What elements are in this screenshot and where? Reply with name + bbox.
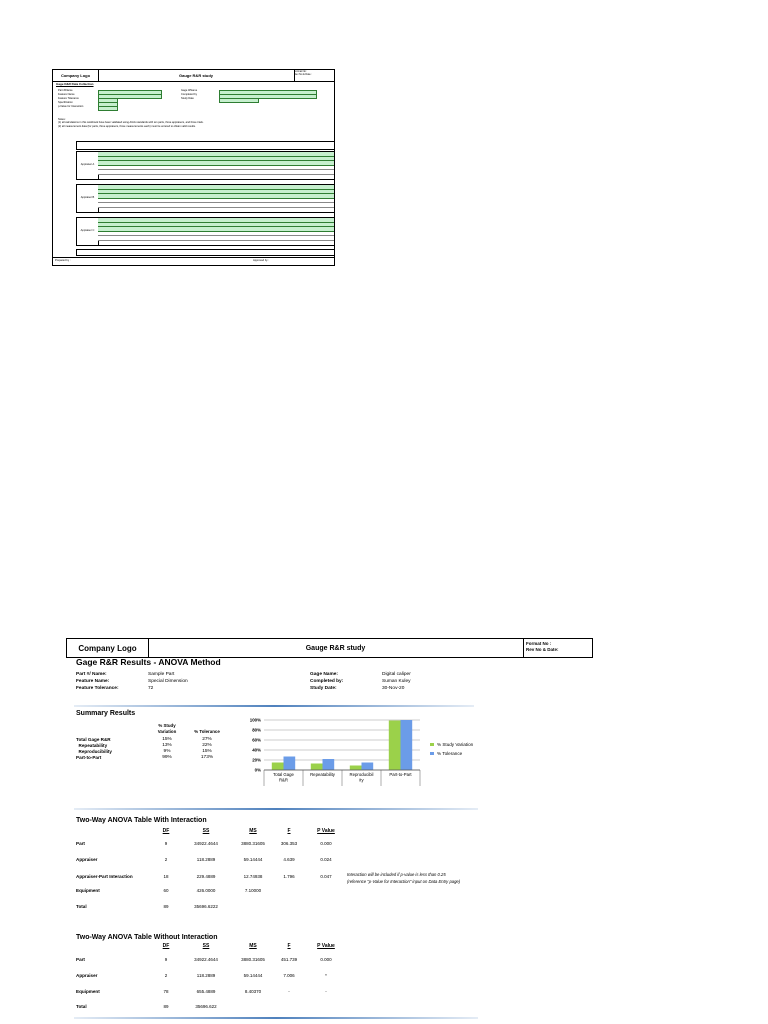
chart-y-tick: 0% [254, 767, 261, 773]
interaction-note-line-2: (reference "p-Value for Interaction" input on Data Entry page) [347, 878, 461, 884]
summary-sv-value: 13% [162, 743, 172, 748]
anova-cell-f: - [288, 989, 290, 994]
interaction-note-line-1: Interaction will be included if p-value is less than 0.25 [347, 872, 446, 877]
anova-cell-f: 4.639 [283, 857, 295, 862]
feature-name-label: Feature Name: [76, 679, 110, 684]
col-header-df: DF [162, 828, 170, 834]
anova-row-label: Appraiser-Part Interaction [76, 874, 133, 879]
study-date-label: Study Date: [310, 686, 337, 691]
results-sheet [66, 638, 593, 1024]
anova-cell-ms: 3880.31605 [241, 841, 265, 846]
anova-cell-df: 2 [164, 857, 168, 862]
chart-bar [389, 721, 401, 771]
approved-by-label: Approved by : [253, 259, 270, 262]
rev-no-label: Rev No & Date: [526, 646, 559, 652]
completed-by-value: Suman Kuley [382, 679, 411, 684]
chart-x-tick: Reproducibil [349, 772, 374, 777]
chart-bar [401, 720, 413, 770]
anova-row-label: Total [76, 904, 87, 909]
part-average-row [76, 249, 335, 256]
anova-without-title: Two-Way ANOVA Table Without Interaction [76, 934, 218, 941]
anova-cell-ss: 655.4889 [196, 989, 216, 994]
section-divider [74, 705, 474, 707]
anova-cell-p: 0.000 [320, 957, 332, 962]
col-header-ss: SS [202, 828, 210, 834]
col-header-ms: MS [249, 828, 257, 834]
section-divider [74, 1017, 478, 1019]
completed-by-label: Completed by: [310, 679, 344, 684]
col-header-p: P Value [317, 943, 335, 949]
anova-cell-ms: 59.14444 [243, 973, 263, 978]
anova-cell-ms: 7.10000 [244, 888, 262, 893]
interaction-note [347, 872, 527, 885]
results-title: Gage R&R Results - ANOVA Method [76, 657, 221, 667]
chart-legend-label: % Study Variation [437, 742, 474, 747]
gage-name-value: Digital caliper [382, 672, 411, 677]
anova-cell-df: 78 [163, 989, 169, 994]
chart-bar [323, 759, 335, 770]
sheet-header [53, 70, 334, 82]
note-line: (2) all measurement data (for parts, three appraisers, three measurements each) must be entered to obtain valid results. [58, 124, 196, 128]
data-entry-sheet [52, 69, 335, 266]
anova-cell-f: 451.739 [280, 957, 298, 962]
chart-legend-swatch [430, 743, 434, 746]
chart-y-tick: 40% [252, 747, 261, 753]
p-value-input[interactable] [98, 106, 118, 111]
col-header-f: F [287, 943, 291, 949]
summary-tol-value: 173% [200, 755, 214, 760]
summary-sv-value: 99% [162, 755, 172, 760]
summary-row-label: Reproducibility [76, 749, 112, 754]
anova-cell-df: 89 [163, 904, 169, 909]
notes-heading: Notes: [58, 118, 66, 121]
chart-x-tick: Repeatability [310, 772, 335, 777]
summary-tol-value: 27% [202, 737, 212, 742]
company-logo: Company Logo [53, 70, 99, 81]
notes [58, 118, 308, 128]
chart-legend-swatch [430, 752, 434, 755]
chart-x-tick: Part-to-Part [389, 772, 412, 777]
anova-row-label: Appraiser [76, 973, 98, 978]
anova-with-title: Two-Way ANOVA Table With Interaction [76, 817, 207, 824]
anova-row-label: Appraiser [76, 857, 98, 862]
chart-bar [350, 766, 362, 771]
anova-cell-df: 9 [164, 957, 168, 962]
feature-tolerance-label: Feature Tolerance: [76, 686, 119, 691]
anova-cell-ms: 8.40370 [244, 989, 262, 994]
chart-y-tick: 80% [252, 727, 261, 733]
summary-title: Summary Results [76, 710, 136, 717]
anova-cell-df: 60 [163, 888, 169, 893]
anova-cell-ms: 3880.31605 [241, 957, 265, 962]
appraiser-a-block [76, 151, 335, 180]
range-row [98, 203, 334, 208]
anova-cell-df: 89 [163, 1004, 169, 1009]
field-label: Gage #/Name [181, 89, 198, 92]
section-divider [74, 808, 478, 810]
anova-cell-ss: 35696.6222 [194, 904, 218, 909]
anova-cell-ss: 34922.4644 [194, 841, 218, 846]
anova-row-label: Equipment [76, 989, 100, 994]
summary-row-label: Repeatability [76, 743, 108, 748]
format-no-label: Format No : [526, 641, 552, 646]
chart-bar [284, 757, 296, 771]
summary-row-label: Total Gage R&R [76, 737, 111, 742]
field-label: Completed by [181, 93, 198, 96]
anova-cell-p: 0.000 [320, 841, 332, 846]
note-line: (1) all calculations in this workbook have been validated using AIAG standards with ten parts, three appraisers, and three trials. [58, 121, 204, 125]
anova-cell-ms: 59.14444 [243, 857, 263, 862]
anova-row-label: Part [76, 957, 85, 962]
chart-y-tick: 20% [252, 757, 261, 763]
anova-row-label: Total [76, 1004, 87, 1009]
format-info: Format No : Rev No & Date : [294, 70, 313, 76]
anova-cell-ss: 229.4889 [196, 874, 216, 879]
anova-cell-p: 0.024 [320, 857, 332, 862]
chart-bar [272, 763, 284, 771]
anova-row-label: Part [76, 841, 85, 846]
anova-cell-p: 0.047 [320, 874, 332, 879]
field-label: Specification [58, 101, 73, 104]
range-row [98, 170, 334, 175]
chart-bar [362, 763, 374, 771]
anova-cell-f: 1.796 [283, 874, 295, 879]
range-row [98, 236, 334, 241]
feature-tolerance-value: 72 [148, 686, 154, 691]
anova-cell-p: * [325, 973, 327, 978]
field-label: p-Value for Interaction [58, 105, 84, 108]
sheet-footer [53, 257, 334, 265]
feature-name-value: Special Dimension [148, 679, 188, 684]
chart-bar [311, 764, 323, 771]
chart-x-tick: ity [359, 777, 364, 783]
appraiser-b-block [76, 184, 335, 213]
anova-cell-f: 7.006 [283, 973, 295, 978]
anova-cell-df: 2 [164, 973, 168, 978]
grid-header-row [76, 141, 335, 150]
chart-x-tick: Total Gage [273, 772, 294, 777]
study-date-value: 30-Nov-20 [382, 686, 405, 691]
company-logo: Company Logo [67, 639, 149, 657]
field-label: Part #/Name [58, 89, 73, 92]
chart-legend-label: % Tolerance [437, 751, 463, 756]
summary-tol-value: 22% [202, 743, 212, 748]
anova-cell-ss: 426.0000 [196, 888, 216, 893]
sheet-title: Gauge R&R study [98, 70, 295, 81]
chart-y-tick: 100% [249, 717, 261, 723]
anova-cell-p: - [325, 989, 327, 994]
col-header-f: F [287, 828, 291, 834]
chart-y-tick: 60% [252, 737, 261, 743]
summary-col-tolerance: % Tolerance [194, 729, 220, 734]
anova-cell-ss: 34922.4644 [194, 957, 218, 962]
anova-cell-ss: 35696.622 [195, 1004, 217, 1009]
prepared-by-label: Prepared by : [55, 259, 71, 262]
gage-name-label: Gage Name: [310, 672, 338, 677]
chart-x-tick: R&R [278, 777, 289, 783]
field-label: Feature Tolerance [58, 97, 79, 100]
col-header-df: DF [162, 943, 170, 949]
summary-col-study-variation: % Study Variation [157, 723, 177, 734]
appraiser-a-label: Appraiser A [77, 152, 99, 179]
format-info [526, 641, 559, 652]
appraiser-c-label: Appraiser C [77, 218, 99, 245]
appraiser-b-label: Appraiser B [77, 185, 99, 212]
sheet-subtitle: Gage R&R Data Collection [56, 82, 94, 86]
anova-cell-f: 306.353 [280, 841, 298, 846]
field-label: Feature Name [58, 93, 75, 96]
field-label: Study Date [181, 97, 194, 100]
col-header-ms: MS [249, 943, 257, 949]
results-header-title: Gauge R&R study [148, 639, 524, 657]
summary-bar-chart [244, 716, 524, 802]
anova-cell-ss: 118.2889 [196, 973, 216, 978]
appraiser-c-block [76, 217, 335, 246]
anova-cell-df: 18 [163, 874, 169, 879]
anova-cell-df: 9 [164, 841, 168, 846]
part-name-value: Sample Part [148, 672, 175, 677]
summary-row-label: Part-to-Part [76, 755, 102, 760]
col-header-p: P Value [317, 828, 335, 834]
part-name-label: Part #/ Name: [76, 672, 107, 677]
summary-sv-value: 15% [162, 737, 172, 742]
col-header-ss: SS [202, 943, 210, 949]
summary-sv-value: 9% [163, 749, 171, 754]
anova-cell-ss: 118.2889 [196, 857, 216, 862]
study-date-input[interactable] [219, 98, 259, 103]
anova-row-label: Equipment [76, 888, 100, 893]
summary-tol-value: 15% [202, 749, 212, 754]
anova-cell-ms: 12.74938 [243, 874, 263, 879]
results-header [66, 638, 593, 658]
